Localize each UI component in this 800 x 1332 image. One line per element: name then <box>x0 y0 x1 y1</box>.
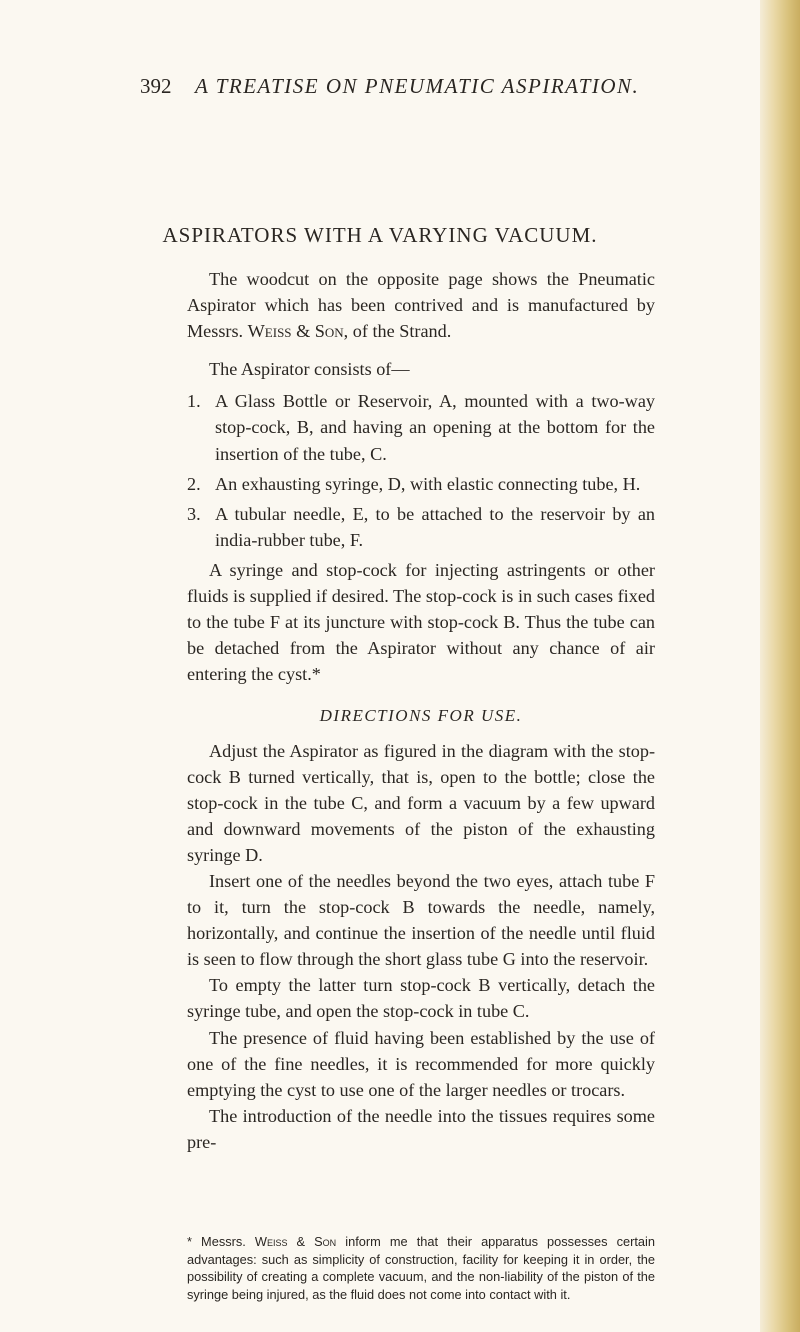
page-edge <box>760 0 800 1332</box>
consists-of-line: The Aspirator consists of— <box>209 359 410 380</box>
item-text: An exhausting syringe, D, with elastic connecting tube, H. <box>215 473 641 494</box>
item-number: 2. <box>187 473 201 494</box>
intro-paragraph <box>187 266 655 344</box>
footnote-text: inform me that their apparatus possesses certain advantages: such as simplicity of construction, facility for keeping it in order, the possibility of creating a complete vacuum, and the non-liability of the piston of the syringe being injured, as the fluid does not come into contact with it. <box>187 1234 655 1302</box>
item-number: 1. <box>187 391 201 412</box>
syringe-paragraph: A syringe and stop-cock for injecting astringents or other fluids is supplied if desired. The stop-cock is in such cases fixed to the tube F at its juncture with stop-cock B. Thus the tube can be detached from the Aspirator without any chance of air entering the cyst.* <box>187 559 655 685</box>
section-title: ASPIRATORS WITH A VARYING VACUUM. <box>162 223 598 247</box>
footnote-maker: Weiss & Son <box>254 1234 337 1249</box>
item-text: A tubular needle, E, to be attached to the reservoir by an india-rubber tube, F. <box>215 503 655 550</box>
list-item <box>187 388 655 466</box>
direction-paragraph: Adjust the Aspirator as figured in the diagram with the stop-cock B turned vertically, that is, open to the bottle; close the stop-cock in the tube C, and form a vacuum by a few upward and downward movements of the piston of the exhausting syringe D. <box>187 740 655 865</box>
intro-text: The woodcut on the opposite page shows the Pneumatic Aspirator which has been contrived and is manufactured by Messrs. <box>187 269 655 342</box>
footnote <box>187 1233 655 1303</box>
list-item <box>187 501 655 553</box>
directions-heading: DIRECTIONS FOR USE. <box>319 706 523 726</box>
running-title: A TREATISE ON PNEUMATIC ASPIRATION. <box>195 74 640 98</box>
list-item <box>187 471 655 497</box>
direction-paragraph: The presence of fluid having been established by the use of one of the fine needles, it is recommended for more quickly emptying the cyst to use one of the larger needles or trocars. <box>187 1027 655 1100</box>
direction-paragraph: The introduction of the needle into the tissues requires some pre- <box>187 1105 655 1152</box>
component-list <box>187 388 655 553</box>
direction-paragraph: To empty the latter turn stop-cock B vertically, detach the syringe tube, and open the stop-cock in tube C. <box>187 975 655 1022</box>
direction-paragraph: Insert one of the needles beyond the two eyes, attach tube F to it, turn the stop-cock B towards the needle, namely, horizontally, and continue the insertion of the needle until fluid is seen to flow through the short glass tube G into the reservoir. <box>187 870 655 970</box>
maker-name: Weiss & Son <box>247 321 344 342</box>
page-number: 392 <box>140 74 172 98</box>
item-number: 3. <box>187 503 201 524</box>
footnote-prefix: * Messrs. <box>187 1234 246 1249</box>
item-text: A Glass Bottle or Reservoir, A, mounted with a two-way stop-cock, B, and having an opening at the bottom for the insertion of the tube, C. <box>215 391 655 464</box>
running-header <box>140 74 639 99</box>
body-text <box>187 266 655 1155</box>
intro-text-end: , of the Strand. <box>343 321 452 342</box>
